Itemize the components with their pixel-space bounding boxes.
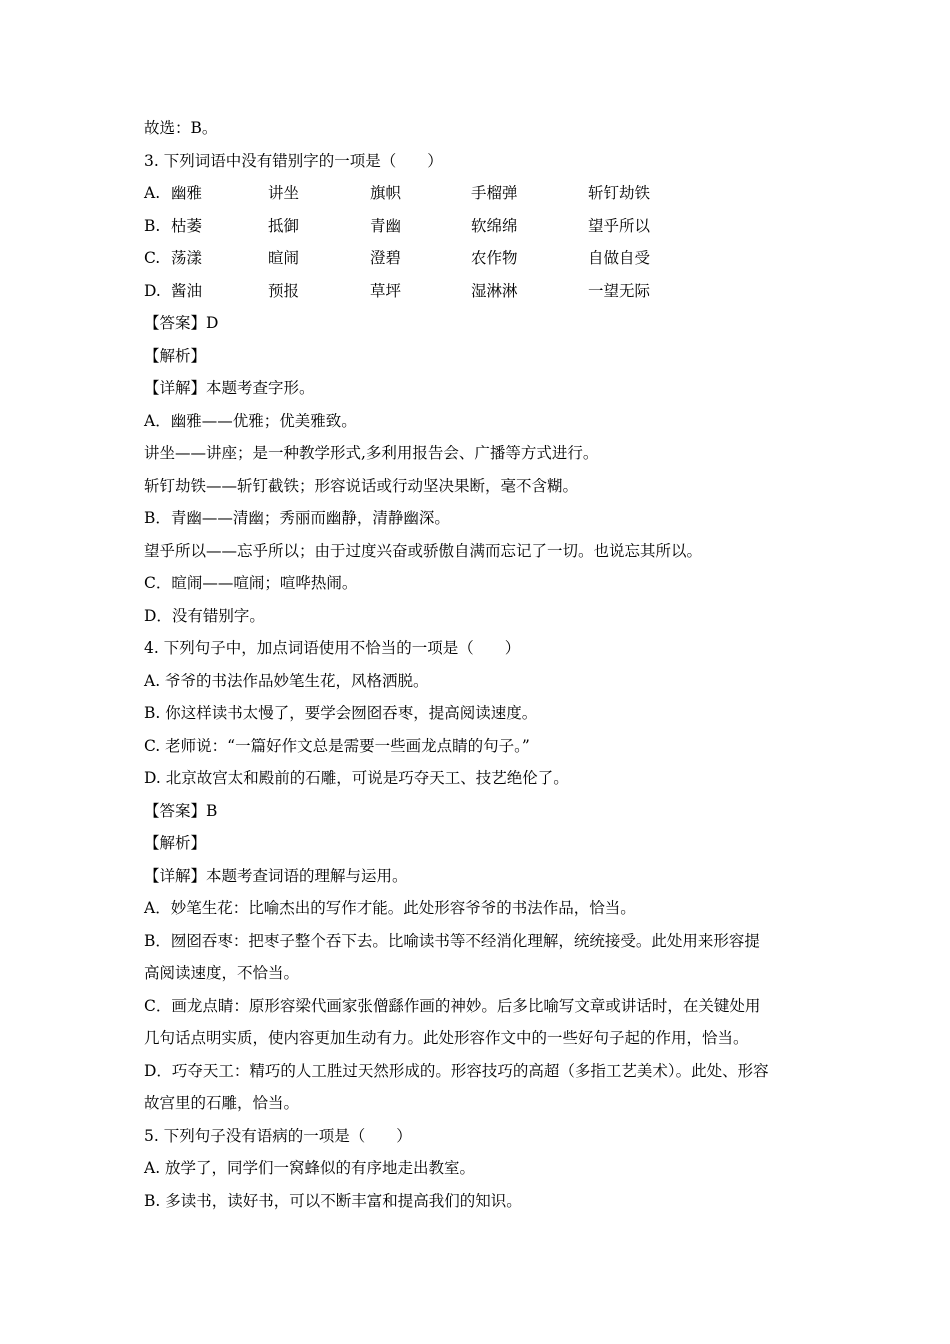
option-word: 抵御: [268, 216, 300, 235]
option-word: 手榴弹: [471, 184, 518, 202]
question-3-detail-intro: 【详解】本题考查字形。: [144, 379, 315, 397]
option-word: 暄闹: [268, 249, 300, 267]
previous-answer-conclusion: 故选：B。: [144, 119, 218, 137]
question-4-option-a: A. 爷爷的书法作品妙笔生花，风格洒脱。: [144, 671, 429, 690]
question-5-option-a: A. 放学了，同学们一窝蜂似的有序地走出教室。: [144, 1159, 476, 1177]
option-word: 旗帜: [370, 184, 402, 202]
question-3-option-a: [144, 177, 814, 210]
question-3-stem: 3. 下列词语中没有错别字的一项是（ ）: [144, 151, 443, 170]
question-4-answer: 【答案】B: [144, 801, 218, 820]
question-4-detail-line: B．囫囵吞枣：把枣子整个吞下去。比喻读书等不经消化理解，统统接受。此处用来形容提: [144, 931, 760, 950]
question-4-analysis-heading: 【解析】: [144, 834, 207, 852]
option-word: 荡漾: [171, 249, 203, 267]
option-word: 湿淋淋: [471, 281, 518, 300]
option-word: 一望无际: [588, 281, 651, 300]
option-label: D.: [144, 281, 161, 300]
option-word: 青幽: [370, 216, 402, 235]
question-4-detail-line: 故宫里的石雕，恰当。: [144, 1094, 300, 1112]
question-4-option-b: B. 你这样读书太慢了，要学会囫囵吞枣，提高阅读速度。: [144, 704, 538, 722]
question-4-detail-line: 高阅读速度，不恰当。: [144, 964, 300, 982]
question-3-answer: 【答案】D: [144, 314, 219, 332]
question-3-detail-line: D．没有错别字。: [144, 606, 265, 625]
question-3-detail-line: 讲坐——讲座；是一种教学形式,多利用报告会、广播等方式进行。: [144, 444, 599, 462]
option-word: 斩钉劫铁: [588, 184, 651, 202]
option-word: 枯萎: [171, 216, 203, 235]
document-page: [144, 112, 814, 1217]
question-3-detail-line: 斩钉劫铁——斩钉截铁；形容说话或行动坚决果断，毫不含糊。: [144, 476, 579, 495]
question-3-detail-line: A．幽雅——优雅；优美雅致。: [144, 411, 357, 430]
option-word: 软绵绵: [471, 216, 518, 235]
question-3-analysis-heading: 【解析】: [144, 346, 207, 365]
question-3-option-c: [144, 242, 814, 275]
question-3-option-b: [144, 210, 814, 243]
question-3-detail-line: B．青幽——清幽；秀丽而幽静，清静幽深。: [144, 509, 450, 527]
question-4-stem: 4. 下列句子中，加点词语使用不恰当的一项是（ ）: [144, 639, 521, 657]
option-word: 澄碧: [370, 249, 402, 267]
question-4-option-d: D. 北京故宫太和殿前的石雕，可说是巧夺天工、技艺绝伦了。: [144, 769, 569, 787]
question-5-option-b: B. 多读书，读好书，可以不断丰富和提高我们的知识。: [144, 1191, 522, 1210]
option-word: 草坪: [370, 281, 402, 300]
option-word: 自做自受: [588, 249, 651, 267]
question-4-detail-line: D．巧夺天工：精巧的人工胜过天然形成的。形容技巧的高超（多指工艺美术）。此处、形容: [144, 1061, 769, 1080]
option-word: 预报: [268, 281, 300, 300]
question-3-detail-line: 望乎所以——忘乎所以；由于过度兴奋或骄傲自满而忘记了一切。也说忘其所以。: [144, 541, 703, 560]
option-label: A.: [144, 184, 161, 202]
option-word: 幽雅: [171, 184, 203, 202]
question-4-detail-intro: 【详解】本题考查词语的理解与运用。: [144, 866, 408, 885]
option-label: C.: [144, 249, 161, 267]
option-label: B.: [144, 216, 161, 235]
question-3-detail-line: C．暄闹——喧闹；喧哗热闹。: [144, 574, 358, 592]
option-word: 农作物: [471, 249, 518, 267]
question-5-stem: 5. 下列句子没有语病的一项是（ ）: [144, 1126, 412, 1145]
question-4-detail-line: A．妙笔生花：比喻杰出的写作才能。此处形容爷爷的书法作品，恰当。: [144, 899, 636, 917]
question-4-option-c: C. 老师说：“一篇好作文总是需要一些画龙点睛的句子。”: [144, 736, 530, 755]
question-3-option-d: [144, 275, 814, 308]
option-word: 讲坐: [268, 184, 300, 202]
option-word: 望乎所以: [588, 216, 651, 235]
question-4-detail-line: 几句话点明实质，使内容更加生动有力。此处形容作文中的一些好句子起的作用，恰当。: [144, 1029, 749, 1047]
question-4-detail-line: C．画龙点睛：原形容梁代画家张僧繇作画的神妙。后多比喻写文章或讲话时，在关键处用: [144, 996, 761, 1015]
option-word: 酱油: [171, 281, 203, 300]
